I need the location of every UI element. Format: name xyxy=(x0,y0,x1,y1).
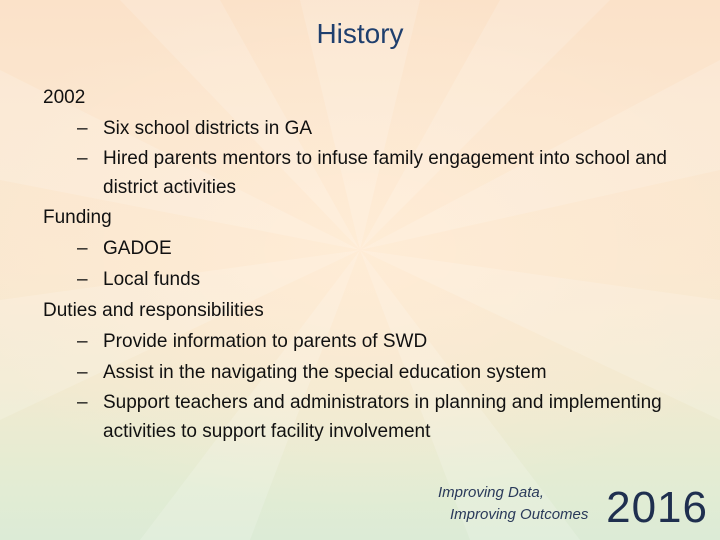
bullet-item: – Hired parents mentors to infuse family engagement into school and district activities xyxy=(43,144,683,202)
logo-tagline-line2: Improving Outcomes xyxy=(450,506,589,523)
bullet-item: – GADOE xyxy=(43,233,683,264)
dash-bullet: – xyxy=(77,238,88,259)
section-heading: Funding xyxy=(43,207,112,228)
bullet-item: – Local funds xyxy=(43,264,683,295)
slide-body xyxy=(43,82,683,446)
logo-year: 2016 xyxy=(606,483,708,532)
dash-bullet: – xyxy=(77,392,88,413)
dash-bullet: – xyxy=(77,362,88,383)
section-heading: Duties and responsibilities xyxy=(43,300,264,321)
bullet-item: – Provide information to parents of SWD xyxy=(43,326,683,357)
section-heading: 2002 xyxy=(43,87,86,108)
dash-bullet: – xyxy=(77,331,88,352)
bullet-item: – Assist in the navigating the special education system xyxy=(43,357,683,388)
dash-bullet: – xyxy=(77,148,88,169)
dash-bullet: – xyxy=(77,269,88,290)
conference-logo xyxy=(438,484,708,534)
slide-title: History xyxy=(316,18,404,49)
bullet-item: – Support teachers and administrators in planning and implementing activities to support facility involvement xyxy=(43,388,683,446)
bullet-item: – Six school districts in GA xyxy=(43,113,683,144)
logo-tagline-line1: Improving Data, xyxy=(438,484,544,501)
dash-bullet: – xyxy=(77,118,88,139)
